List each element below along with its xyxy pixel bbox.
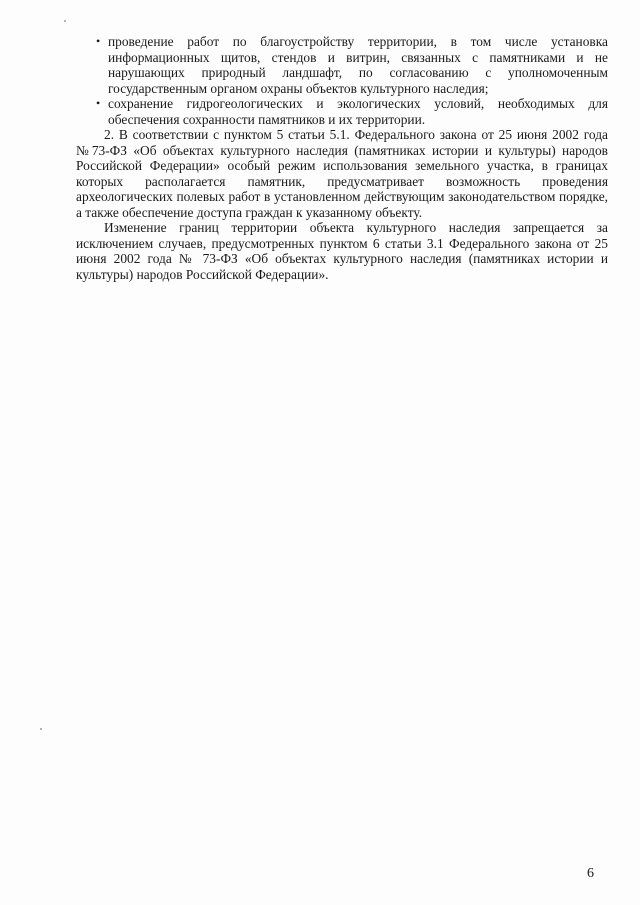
list-item-text: проведение работ по благоустройству территории, в том числе установка информационных щитов, стендов и витрин, связанных с памятниками и не нарушающих природный ландшафт, по согласованию с уполномоченным государственным органом охраны объектов культурного наследия; — [108, 34, 608, 96]
list-item — [76, 96, 608, 127]
page-number: 6 — [587, 866, 594, 881]
paragraph-boundary-changes: Изменение границ территории объекта культурного наследия запрещается за исключением случаев, предусмотренных пунктом 6 статьи 3.1 Федерального закона от 25 июня 2002 года № 73-ФЗ «Об объектах культурного наследия (памятниках истории и культуры) народов Российской Федерации». — [76, 220, 608, 282]
document-body — [76, 34, 608, 282]
bullet-icon: • — [96, 34, 101, 48]
bullet-list — [76, 34, 608, 127]
paragraph-access-regime: 2. В соответствии с пунктом 5 статьи 5.1. Федерального закона от 25 июня 2002 года №73-ФЗ «Об объектах культурного наследия (памятниках истории и культуры) народов Российской Федерации» особый режим использования земельного участка, в границах которых располагается памятник, предусматривает возможность проведения археологических полевых работ в установленном действующим законодательством порядке, а также обеспечение доступа граждан к указанному объекту. — [76, 127, 608, 220]
scan-speck — [64, 20, 66, 22]
list-item-text: сохранение гидрогеологических и экологических условий, необходимых для обеспечения сохранности памятников и их территории. — [108, 96, 608, 127]
bullet-icon: • — [96, 96, 101, 110]
scan-speck — [40, 728, 42, 730]
list-item — [76, 34, 608, 96]
